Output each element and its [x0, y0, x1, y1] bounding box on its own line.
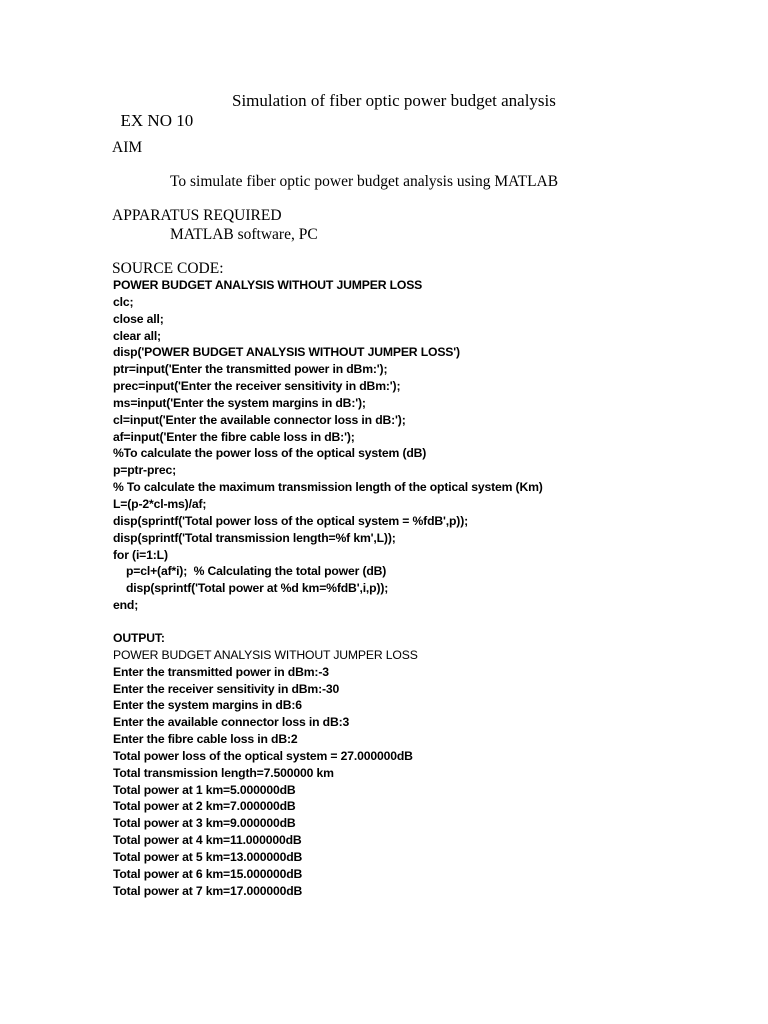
code-line: disp(sprintf('Total transmission length=%f km',L)); — [113, 530, 396, 545]
code-line: disp(sprintf('Total power at %d km=%fdB',i,p)); — [113, 581, 389, 596]
output-heading: OUTPUT: — [113, 631, 165, 645]
output-subheading: POWER BUDGET ANALYSIS WITHOUT JUMPER LOSS — [113, 647, 418, 662]
code-line: end; — [113, 598, 139, 613]
code-line: ptr=input('Enter the transmitted power in dBm:'); — [113, 362, 388, 377]
output-line: Total power at 2 km=7.000000dB — [113, 799, 296, 814]
code-line: POWER BUDGET ANALYSIS WITHOUT JUMPER LOSS — [113, 278, 423, 292]
code-line: clear all; — [113, 328, 161, 343]
aim-heading: AIM — [112, 139, 143, 156]
code-line: %To calculate the power loss of the optical system (dB) — [113, 446, 427, 461]
code-line: p=cl+(af*i); % Calculating the total power (dB) — [113, 564, 387, 579]
output-line: Total power at 1 km=5.000000dB — [113, 782, 296, 797]
code-line: for (i=1:L) — [113, 547, 168, 562]
code-line: prec=input('Enter the receiver sensitivity in dBm:'); — [113, 379, 401, 394]
code-line: p=ptr-prec; — [113, 463, 177, 478]
apparatus-text: MATLAB software, PC — [170, 226, 318, 243]
aim-text: To simulate fiber optic power budget analysis using MATLAB — [170, 173, 559, 190]
experiment-number: EX NO 10 — [120, 111, 194, 130]
output-line: Enter the transmitted power in dBm:-3 — [113, 664, 329, 679]
apparatus-heading: APPARATUS REQUIRED — [112, 207, 282, 224]
output-line: Enter the system margins in dB:6 — [113, 698, 302, 713]
code-line: clc; — [113, 294, 134, 309]
code-line: cl=input('Enter the available connector loss in dB:'); — [113, 412, 406, 427]
source-code-heading: SOURCE CODE: — [112, 260, 224, 277]
output-line: Total power at 5 km=13.000000dB — [113, 849, 303, 864]
code-line: ms=input('Enter the system margins in dB:'); — [113, 395, 366, 410]
output-line: Total transmission length=7.500000 km — [113, 765, 334, 780]
output-line: Total power loss of the optical system = 27.000000dB — [113, 748, 413, 763]
output-block — [113, 630, 418, 900]
code-line: L=(p-2*cl-ms)/af; — [113, 496, 207, 511]
page-title: Simulation of fiber optic power budget analysis — [232, 91, 556, 110]
output-line: Total power at 4 km=11.000000dB — [113, 833, 302, 848]
code-line: disp(sprintf('Total power loss of the optical system = %fdB',p)); — [113, 513, 469, 528]
output-line: Total power at 3 km=9.000000dB — [113, 816, 296, 831]
code-line: close all; — [113, 311, 164, 326]
source-code-block — [113, 277, 543, 614]
output-line: Enter the available connector loss in dB:3 — [113, 715, 350, 730]
output-line: Enter the fibre cable loss in dB:2 — [113, 732, 298, 747]
code-line: % To calculate the maximum transmission length of the optical system (Km) — [113, 480, 543, 495]
output-line: Enter the receiver sensitivity in dBm:-30 — [113, 681, 340, 696]
code-line: disp('POWER BUDGET ANALYSIS WITHOUT JUMPER LOSS') — [113, 345, 460, 360]
code-line: af=input('Enter the fibre cable loss in dB:'); — [113, 429, 355, 444]
output-line: Total power at 7 km=17.000000dB — [113, 883, 303, 898]
output-line: Total power at 6 km=15.000000dB — [113, 866, 303, 881]
